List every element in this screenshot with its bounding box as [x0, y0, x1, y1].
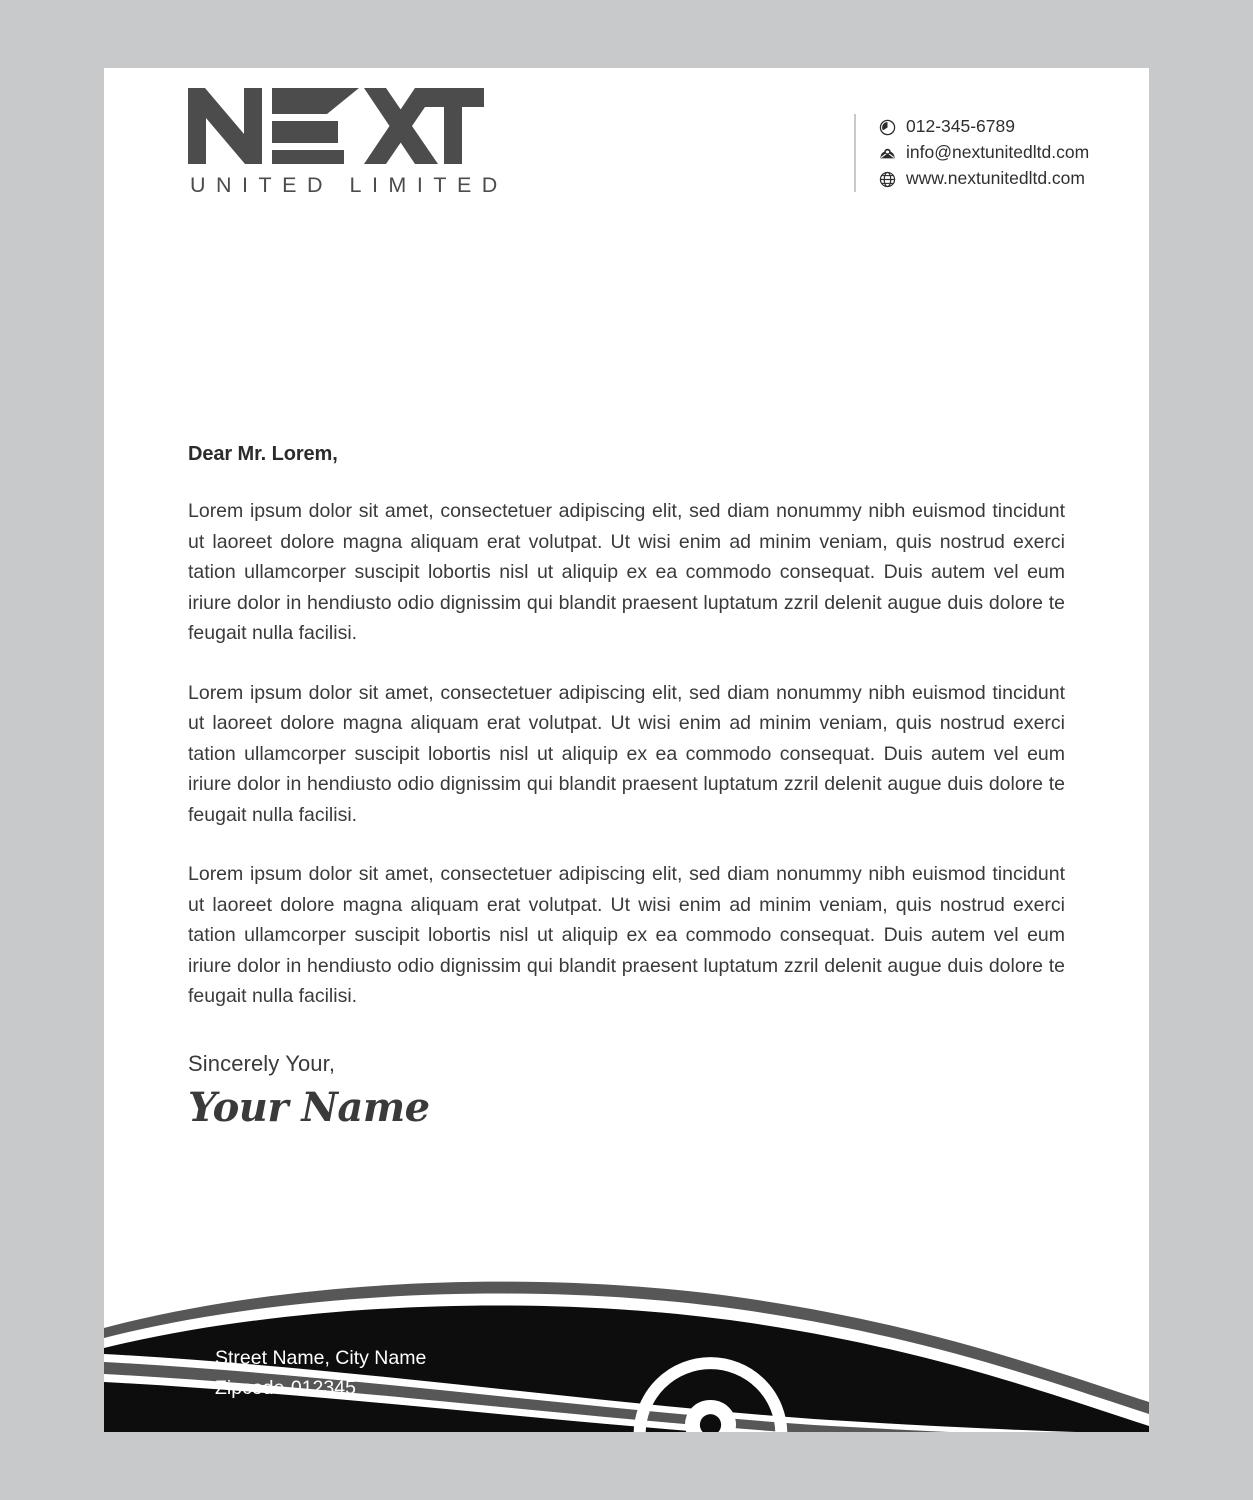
contact-row-phone[interactable]: [878, 114, 1089, 140]
website-url: www.nextunitedltd.com: [906, 168, 1085, 189]
letter-body: [188, 443, 1065, 1131]
footer-address: [188, 1349, 426, 1398]
email-icon: [878, 144, 897, 163]
contact-info-block: [854, 114, 1089, 192]
closing-line: Sincerely Your,: [188, 1050, 336, 1076]
footer-wave-band: [104, 1262, 1149, 1432]
address-line-2: Zipcode-012345: [215, 1376, 356, 1399]
letterhead-header: [104, 68, 1149, 218]
location-pin-icon: [188, 1349, 207, 1368]
company-logo: [188, 88, 508, 198]
address-line-1-row: [188, 1349, 426, 1369]
contact-row-email[interactable]: [878, 140, 1089, 166]
contact-row-website[interactable]: [878, 166, 1089, 192]
body-paragraph: Lorem ipsum dolor sit amet, consectetuer adipiscing elit, sed diam nonummy nibh euismod tincidunt ut laoreet dolore magna aliquam erat volutpat. Ut wisi enim ad minim veniam, quis nostrud exerci tation ullamcorper suscipit lobortis nisl ut aliquip ex ea commodo consequat. Duis autem vel eum iriure dolor in hendiusto odio dignissim qui blandit praesent luptatum zzril delenit augue duis dolore te feugait nulla facilisi.: [188, 500, 1065, 644]
globe-icon: [878, 170, 897, 189]
phone-number: 012-345-6789: [906, 116, 1015, 137]
company-tagline: UNITED LIMITED: [190, 173, 508, 197]
body-paragraph: Lorem ipsum dolor sit amet, consectetuer adipiscing elit, sed diam nonummy nibh euismod tincidunt ut laoreet dolore magna aliquam erat volutpat. Ut wisi enim ad minim veniam, quis nostrud exerci tation ullamcorper suscipit lobortis nisl ut aliquip ex ea commodo consequat. Duis autem vel eum iriure dolor in hendiusto odio dignissim qui blandit praesent luptatum zzril delenit augue duis dolore te feugait nulla facilisi.: [188, 863, 1065, 1007]
next-wordmark-icon: [188, 88, 484, 164]
email-address: info@nextunitedltd.com: [906, 142, 1090, 163]
signature: Your Name: [188, 1083, 430, 1131]
letterhead-sheet: [104, 68, 1149, 1432]
salutation: Dear Mr. Lorem,: [188, 443, 338, 465]
phone-icon: [878, 118, 897, 137]
body-paragraph: Lorem ipsum dolor sit amet, consectetuer adipiscing elit, sed diam nonummy nibh euismod tincidunt ut laoreet dolore magna aliquam erat volutpat. Ut wisi enim ad minim veniam, quis nostrud exerci tation ullamcorper suscipit lobortis nisl ut aliquip ex ea commodo consequat. Duis autem vel eum iriure dolor in hendiusto odio dignissim qui blandit praesent luptatum zzril delenit augue duis dolore te feugait nulla facilisi.: [188, 681, 1065, 826]
address-line-1: Street Name, City Name: [215, 1347, 427, 1369]
